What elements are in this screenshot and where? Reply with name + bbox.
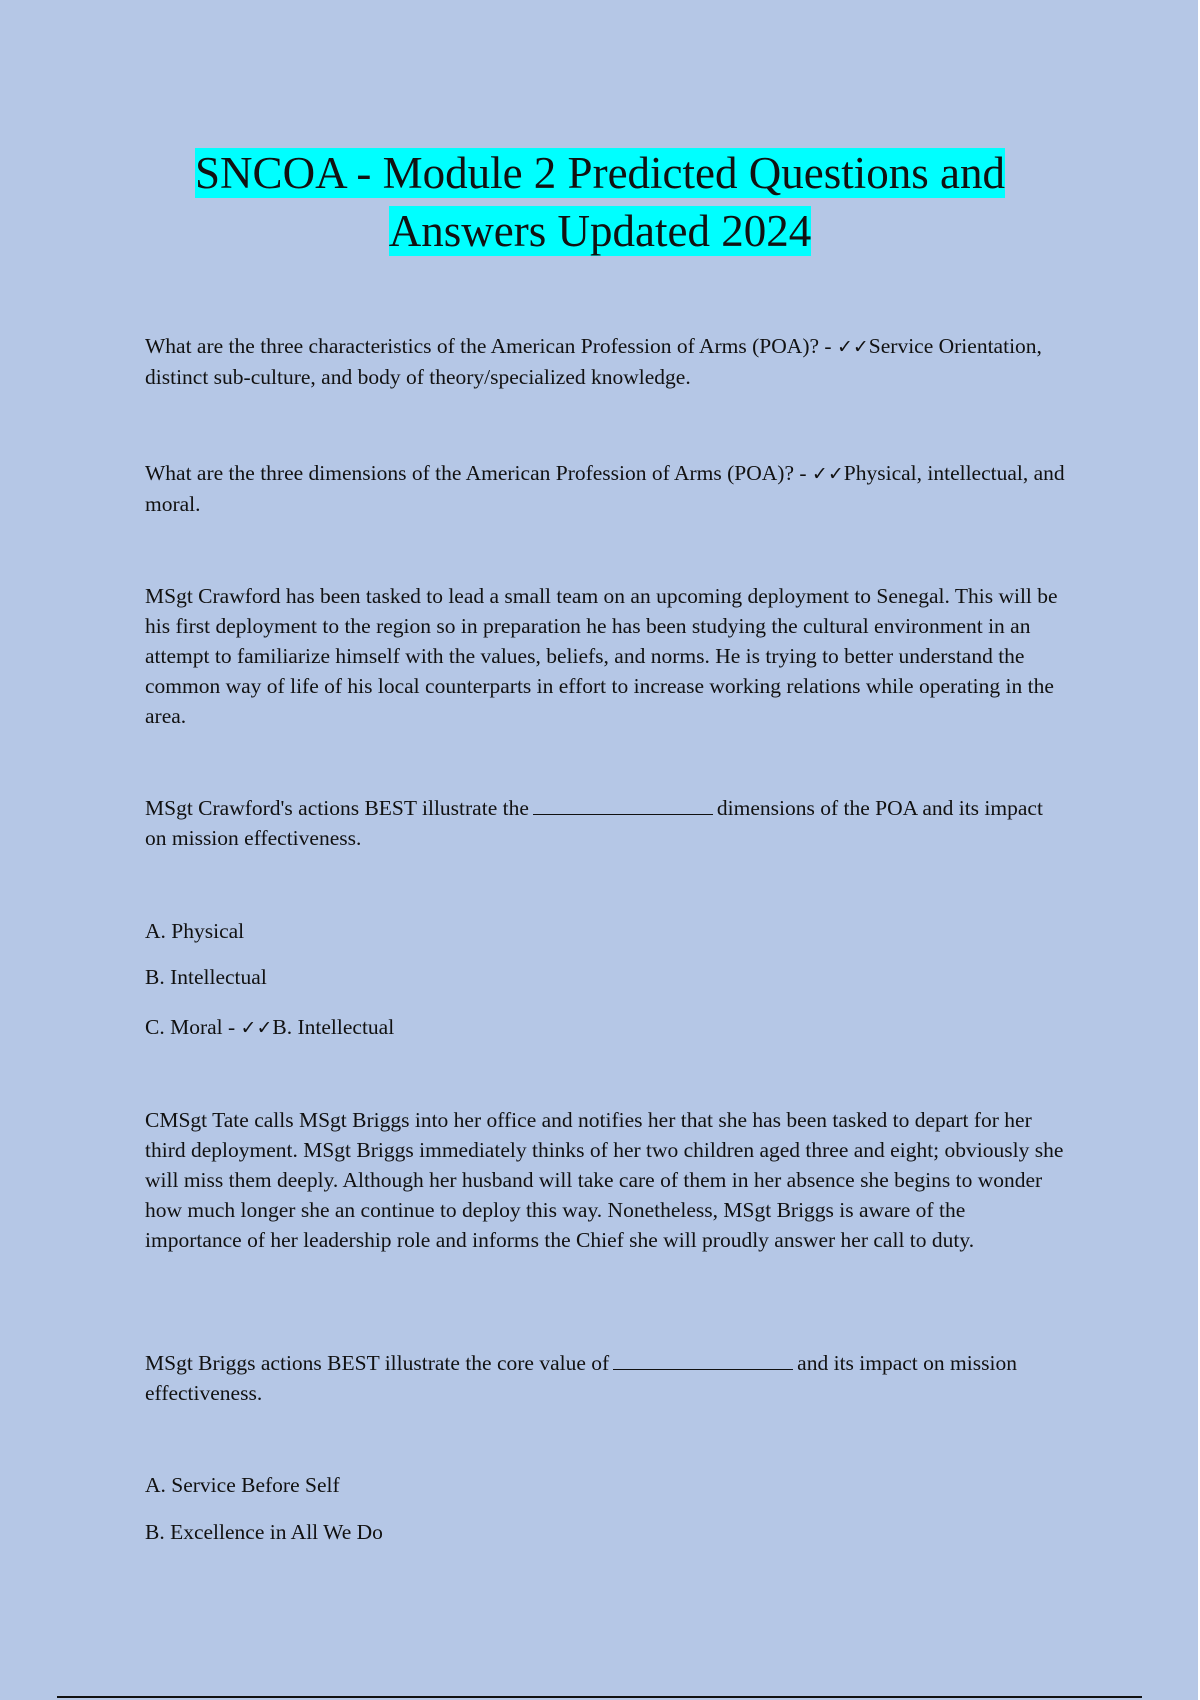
question-2-answer: Physical, intellectual, and moral. [145, 461, 1065, 516]
question-3-prompt [145, 793, 1065, 853]
question-2 [145, 458, 1065, 519]
question-1 [145, 331, 1065, 392]
question-3-prompt-end: dimensions of the POA and its impact on mission effectiveness. [145, 796, 1043, 850]
question-4-prompt-start: MSgt Briggs actions BEST illustrate the core value of [145, 1351, 610, 1375]
option-c-label: C. Moral - [145, 1015, 241, 1039]
question-4-prompt [145, 1348, 1065, 1408]
question-3-option-c [145, 1012, 394, 1043]
question-4-option-a: A. Service Before Self [145, 1473, 340, 1497]
check-icon: ✓✓ [811, 463, 844, 485]
question-4-option-b: B. Excellence in All We Do [145, 1520, 383, 1544]
question-2-text: What are the three dimensions of the American Profession of Arms (POA)? - [145, 461, 812, 485]
question-3-answer: B. Intellectual [272, 1015, 395, 1039]
question-1-answer: Service Orientation, distinct sub-culture, and body of theory/specialized knowledge. [145, 334, 1042, 389]
title-line-2: Answers Updated 2024 [388, 206, 812, 256]
answer-blank [613, 1351, 793, 1370]
question-3-prompt-start: MSgt Crawford's actions BEST illustrate the [145, 796, 529, 820]
question-1-text: What are the three characteristics of the American Profession of Arms (POA)? - [145, 334, 837, 358]
question-3-option-b: B. Intellectual [145, 965, 267, 989]
check-icon: ✓✓ [240, 1017, 273, 1039]
question-4-prompt-end: and its impact on mission effectiveness. [145, 1351, 1017, 1405]
question-4-scenario: CMSgt Tate calls MSgt Briggs into her office and notifies her that she has been tasked to depart for her third deployment. MSgt Briggs immediately thinks of her two children aged three and eight; obviously she will miss them deeply. Although her husband will take care of them in her absence she begins to wonder how much longer she an continue to deploy this way. Nonetheless, MSgt Briggs is aware of the importance of her leadership role and informs the Chief she will proudly answer her call to duty. [145, 1108, 1064, 1252]
check-icon: ✓✓ [836, 336, 869, 358]
question-3-option-a: A. Physical [145, 919, 245, 943]
footer-divider [57, 1696, 1142, 1698]
question-3-scenario: MSgt Crawford has been tasked to lead a small team on an upcoming deployment to Senegal. This will be his first deployment to the region so in preparation he has been studying the cultural environment in an attempt to familiarize himself with the values, beliefs, and norms. He is trying to better understand the common way of life of his local counterparts in effort to increase working relations while operating in the area. [145, 584, 1058, 728]
answer-blank [533, 796, 713, 815]
document-title [140, 144, 1060, 260]
title-line-1: SNCOA - Module 2 Predicted Questions and [195, 148, 1005, 198]
